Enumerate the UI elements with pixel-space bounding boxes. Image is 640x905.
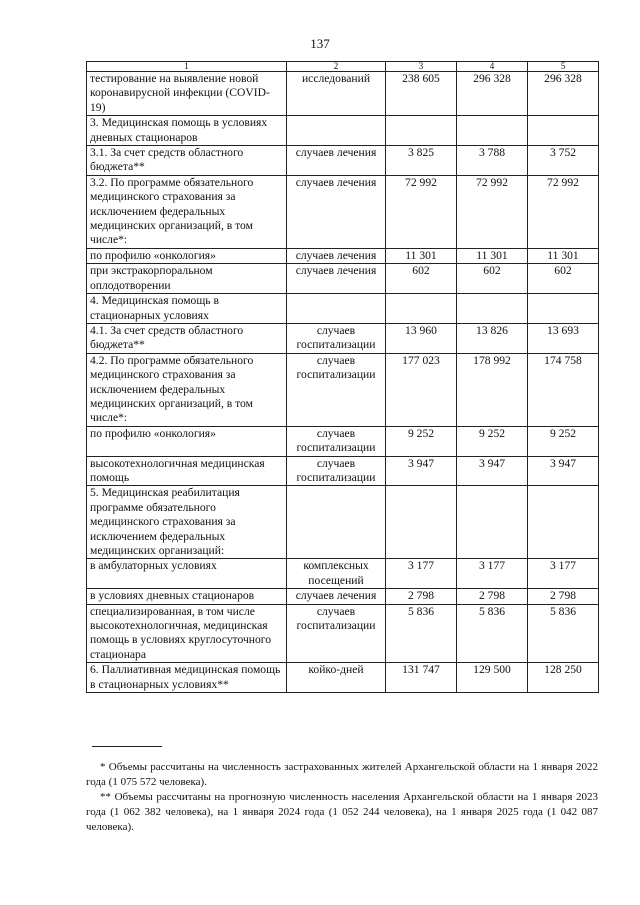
column-numbers-row xyxy=(87,62,599,72)
row-value-col4: 296 328 xyxy=(457,72,528,116)
row-unit xyxy=(287,294,386,324)
row-value-col5: 3 177 xyxy=(528,559,599,589)
row-value-col3: 3 177 xyxy=(386,559,457,589)
table-row xyxy=(87,72,599,116)
footnote-single-asterisk: * Объемы рассчитаны на численность застрахованных жителей Архангельской области на 1 января 2022 года (1 075 572 человека). xyxy=(86,761,598,788)
row-value-col4 xyxy=(457,294,528,324)
row-value-col4: 3 947 xyxy=(457,456,528,486)
row-label: тестирование на выявление новой коронавирусной инфекции (COVID-19) xyxy=(87,72,287,116)
row-value-col5: 2 798 xyxy=(528,589,599,604)
row-value-col3: 11 301 xyxy=(386,248,457,263)
row-unit: случаев госпитализации xyxy=(287,353,386,426)
row-unit: случаев госпитализации xyxy=(287,323,386,353)
row-value-col4: 13 826 xyxy=(457,323,528,353)
row-value-col4: 9 252 xyxy=(457,426,528,456)
row-value-col4: 11 301 xyxy=(457,248,528,263)
table-body xyxy=(87,62,599,693)
row-value-col3: 602 xyxy=(386,264,457,294)
row-unit: случаев лечения xyxy=(287,175,386,248)
row-value-col3: 3 825 xyxy=(386,146,457,176)
table-row xyxy=(87,264,599,294)
row-label: специализированная, в том числе высокотехнологичная, медицинская помощь в условиях круглосуточного стационара xyxy=(87,604,287,663)
table-row xyxy=(87,146,599,176)
table-row xyxy=(87,116,599,146)
row-value-col4: 2 798 xyxy=(457,589,528,604)
column-number: 2 xyxy=(287,62,386,72)
footnote-divider xyxy=(92,746,162,747)
row-value-col4: 72 992 xyxy=(457,175,528,248)
row-unit: случаев госпитализации xyxy=(287,426,386,456)
row-value-col5: 3 947 xyxy=(528,456,599,486)
row-value-col5: 296 328 xyxy=(528,72,599,116)
row-value-col3: 5 836 xyxy=(386,604,457,663)
table-row xyxy=(87,175,599,248)
row-unit: комплексных посещений xyxy=(287,559,386,589)
row-unit xyxy=(287,116,386,146)
row-value-col5: 128 250 xyxy=(528,663,599,693)
row-value-col5: 174 758 xyxy=(528,353,599,426)
row-value-col5: 72 992 xyxy=(528,175,599,248)
row-value-col5: 13 693 xyxy=(528,323,599,353)
row-label: 3.1. За счет средств областного бюджета** xyxy=(87,146,287,176)
row-label: в амбулаторных условиях xyxy=(87,559,287,589)
row-unit: случаев госпитализации xyxy=(287,604,386,663)
row-unit: случаев лечения xyxy=(287,264,386,294)
row-label: в условиях дневных стационаров xyxy=(87,589,287,604)
row-label: 4.1. За счет средств областного бюджета** xyxy=(87,323,287,353)
table-row xyxy=(87,426,599,456)
row-label: по профилю «онкология» xyxy=(87,426,287,456)
table-row xyxy=(87,323,599,353)
row-value-col4: 5 836 xyxy=(457,604,528,663)
row-value-col5: 3 752 xyxy=(528,146,599,176)
table-row xyxy=(87,486,599,559)
row-unit: койко-дней xyxy=(287,663,386,693)
row-value-col5 xyxy=(528,294,599,324)
row-value-col5 xyxy=(528,486,599,559)
row-label: высокотехнологичная медицинская помощь xyxy=(87,456,287,486)
row-value-col3: 238 605 xyxy=(386,72,457,116)
table-row xyxy=(87,559,599,589)
footnote-double-asterisk: ** Объемы рассчитаны на прогнозную численность населения Архангельской области на 1 января 2023 года (1 062 382 человека), на 1 января 2024 года (1 052 244 человека), на 1 января 2025 года (1 042 087 человека). xyxy=(86,791,598,833)
row-unit: исследований xyxy=(287,72,386,116)
table-row xyxy=(87,353,599,426)
row-label: 4. Медицинская помощь в стационарных условиях xyxy=(87,294,287,324)
row-label: 4.2. По программе обязательного медицинского страхования за исключением федеральных медицинских организаций, в том числе*: xyxy=(87,353,287,426)
row-value-col3 xyxy=(386,486,457,559)
column-number: 5 xyxy=(528,62,599,72)
footnotes xyxy=(86,760,598,835)
row-value-col3: 2 798 xyxy=(386,589,457,604)
row-label: 3.2. По программе обязательного медицинского страхования за исключением федеральных медицинских организаций, в том числе*: xyxy=(87,175,287,248)
column-number: 3 xyxy=(386,62,457,72)
row-label: 5. Медицинская реабилитация программе обязательного медицинского страхования за исключением федеральных медицинских организаций: xyxy=(87,486,287,559)
column-number: 1 xyxy=(87,62,287,72)
row-value-col3: 131 747 xyxy=(386,663,457,693)
table-row xyxy=(87,294,599,324)
row-label: по профилю «онкология» xyxy=(87,248,287,263)
row-value-col4: 602 xyxy=(457,264,528,294)
row-value-col5: 5 836 xyxy=(528,604,599,663)
column-number: 4 xyxy=(457,62,528,72)
table-row xyxy=(87,604,599,663)
table-row xyxy=(87,589,599,604)
row-value-col4 xyxy=(457,486,528,559)
volumes-table xyxy=(86,61,599,693)
row-value-col4: 178 992 xyxy=(457,353,528,426)
table-row xyxy=(87,663,599,693)
row-value-col3: 72 992 xyxy=(386,175,457,248)
row-label: 3. Медицинская помощь в условиях дневных стационаров xyxy=(87,116,287,146)
row-value-col3 xyxy=(386,294,457,324)
row-value-col5: 11 301 xyxy=(528,248,599,263)
row-value-col3: 3 947 xyxy=(386,456,457,486)
row-value-col5 xyxy=(528,116,599,146)
row-value-col4: 129 500 xyxy=(457,663,528,693)
row-unit xyxy=(287,486,386,559)
row-unit: случаев госпитализации xyxy=(287,456,386,486)
row-value-col3: 9 252 xyxy=(386,426,457,456)
row-value-col4: 3 177 xyxy=(457,559,528,589)
row-value-col3: 177 023 xyxy=(386,353,457,426)
row-unit: случаев лечения xyxy=(287,248,386,263)
row-unit: случаев лечения xyxy=(287,589,386,604)
page-number: 137 xyxy=(310,36,330,51)
table-row xyxy=(87,456,599,486)
row-value-col3: 13 960 xyxy=(386,323,457,353)
row-unit: случаев лечения xyxy=(287,146,386,176)
row-value-col4 xyxy=(457,116,528,146)
row-label: 6. Паллиативная медицинская помощь в стационарных условиях** xyxy=(87,663,287,693)
row-label: при экстракорпоральном оплодотворении xyxy=(87,264,287,294)
table-row xyxy=(87,248,599,263)
row-value-col5: 9 252 xyxy=(528,426,599,456)
row-value-col3 xyxy=(386,116,457,146)
row-value-col5: 602 xyxy=(528,264,599,294)
row-value-col4: 3 788 xyxy=(457,146,528,176)
